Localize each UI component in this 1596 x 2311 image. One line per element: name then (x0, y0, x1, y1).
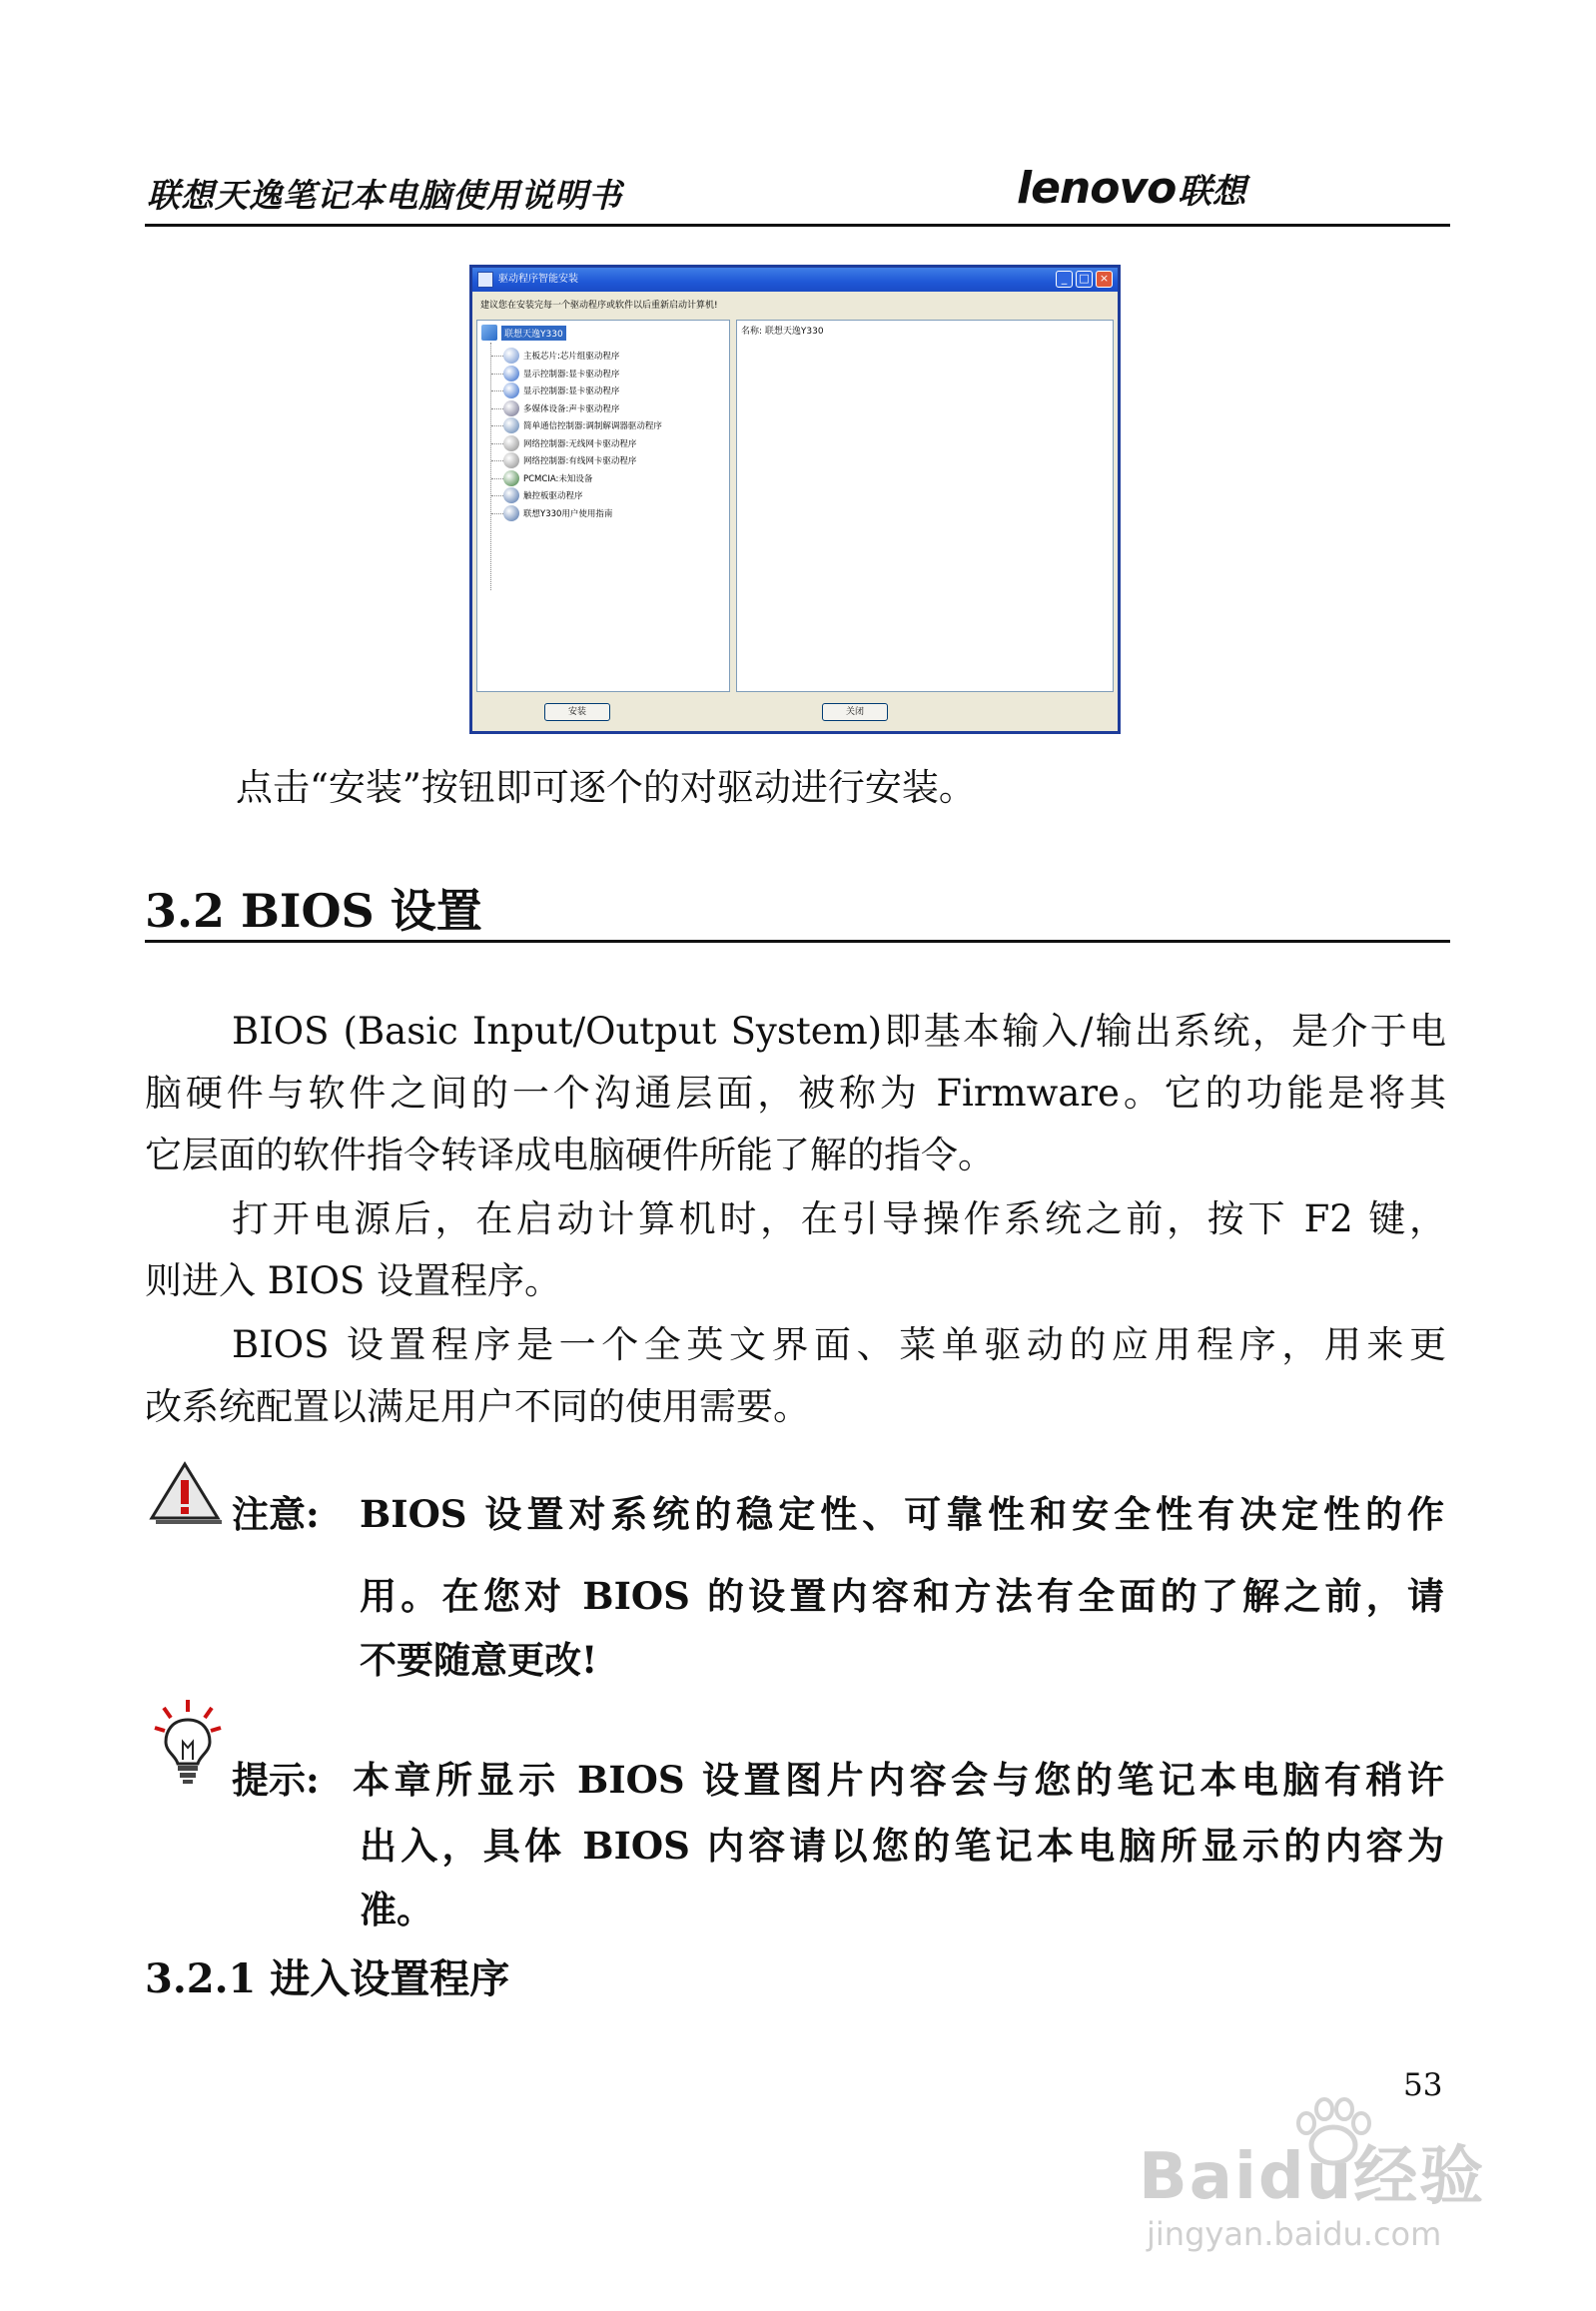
tree-branch (491, 495, 503, 496)
paragraph-3-line-2: 改系统配置以满足用户不同的使用需要。 (145, 1385, 810, 1428)
tree-item-label: PCMCIA:未知设备 (523, 473, 593, 484)
page-number: 53 (1403, 2067, 1443, 2103)
install-note: 点击“安装”按钮即可逐个的对驱动进行安装。 (236, 766, 976, 809)
tree-item-label: 联想Y330用户使用指南 (523, 508, 613, 519)
speaker-icon (503, 400, 519, 416)
tree-item (491, 451, 721, 469)
warning-icon (146, 1458, 224, 1528)
minimize-icon: _ (1056, 271, 1073, 288)
guide-icon (503, 505, 519, 521)
tip-line-2: 出入，具体 BIOS 内容请以您的笔记本电脑所显示的内容为 (360, 1824, 1444, 1868)
tip-line-3: 准。 (360, 1888, 433, 1931)
logo-cn: 联想 (1178, 172, 1246, 212)
tip-label: 提示: (232, 1758, 320, 1802)
computer-icon (481, 325, 497, 341)
maximize-icon: □ (1076, 271, 1093, 288)
tree-item (491, 486, 721, 504)
book-title: 联想天逸笔记本电脑使用说明书 (147, 176, 622, 215)
modem-icon (503, 417, 519, 433)
tree-branch (491, 408, 503, 409)
lightbulb-icon (152, 1698, 224, 1790)
info-pane (736, 320, 1114, 692)
paragraph-1-line-1: BIOS (Basic Input/Output System)即基本输入/输出系统，是介于电 (232, 1010, 1446, 1053)
tree-branch (491, 390, 503, 391)
tree-item-label: 显示控制器:显卡驱动程序 (523, 386, 620, 396)
tip-line-1: 本章所显示 BIOS 设置图片内容会与您的笔记本电脑有稍许 (353, 1758, 1444, 1802)
watermark-main: Baidu经验 (1139, 2140, 1486, 2214)
info-icon (503, 366, 519, 382)
notice-line-1: BIOS 设置对系统的稳定性、可靠性和安全性有决定性的作 (360, 1492, 1444, 1536)
tree-item (491, 434, 721, 452)
paragraph-2-line-1: 打开电源后，在启动计算机时，在引导操作系统之前，按下 F2 键， (232, 1197, 1446, 1240)
tree-branch (491, 374, 503, 375)
network-icon (503, 435, 519, 451)
header-rule (145, 224, 1450, 227)
section-title: 3.2 BIOS 设置 (145, 884, 482, 938)
tree-branch (491, 478, 503, 479)
notice-label: 注意: (232, 1492, 320, 1536)
window-title: 驱动程序智能安装 (498, 274, 578, 285)
lenovo-logo (1017, 163, 1245, 214)
subsection-title: 3.2.1 进入设置程序 (145, 1955, 510, 2002)
tree-item-label: 触控板驱动程序 (523, 491, 583, 501)
network-icon (503, 452, 519, 468)
restart-hint: 建议您在安装完每一个驱动程序或软件以后重新启动计算机! (480, 301, 718, 311)
paragraph-1-line-3: 它层面的软件指令转译成电脑硬件所能了解的指令。 (145, 1134, 995, 1176)
tree-item-label: 网络控制器:有线网卡驱动程序 (523, 456, 637, 466)
tree-item (491, 399, 721, 417)
touchpad-icon (503, 487, 519, 503)
paragraph-1-line-2: 脑硬件与软件之间的一个沟通层面，被称为 Firmware。它的功能是将其 (145, 1072, 1446, 1115)
driver-tree (476, 320, 730, 692)
tree-branch (491, 513, 503, 514)
tree-branch (491, 425, 503, 426)
notice-line-3: 不要随意更改! (360, 1638, 598, 1682)
info-name: 名称: 联想天逸Y330 (741, 327, 824, 337)
tree-branch (491, 356, 503, 357)
section-rule (145, 940, 1450, 943)
paragraph-3-line-1: BIOS 设置程序是一个全英文界面、菜单驱动的应用程序，用来更 (232, 1323, 1446, 1366)
driver-install-window (469, 265, 1121, 734)
chip-icon (503, 348, 519, 364)
app-icon (477, 272, 493, 288)
tree-item-label: 多媒体设备:声卡驱动程序 (523, 403, 620, 414)
close-icon: × (1096, 271, 1113, 288)
close-button: 关闭 (822, 703, 888, 721)
tree-item (491, 365, 721, 383)
tree-item (491, 347, 721, 365)
tree-item (491, 469, 721, 487)
tree-item (491, 416, 721, 434)
paragraph-2-line-2: 则进入 BIOS 设置程序。 (145, 1259, 562, 1302)
tree-item-label: 简单通信控制器:调制解调器驱动程序 (523, 421, 662, 431)
window-titlebar (472, 268, 1118, 292)
logo-latin: lenovo (1017, 163, 1177, 214)
tree-item-label: 显示控制器:显卡驱动程序 (523, 369, 620, 380)
tree-root-label: 联想天逸Y330 (501, 326, 566, 341)
install-button: 安装 (544, 703, 610, 721)
info-icon (503, 383, 519, 398)
tree-branch (491, 443, 503, 444)
watermark-url: jingyan.baidu.com (1147, 2215, 1442, 2253)
tree-item-label: 网络控制器:无线网卡驱动程序 (523, 438, 637, 449)
tree-item (491, 382, 721, 399)
pcmcia-icon (503, 470, 519, 486)
tree-item-label: 主板芯片:芯片组驱动程序 (523, 352, 620, 362)
notice-line-2: 用。在您对 BIOS 的设置内容和方法有全面的了解之前，请 (360, 1574, 1444, 1618)
tree-item (491, 504, 721, 522)
tree-branch (491, 460, 503, 461)
